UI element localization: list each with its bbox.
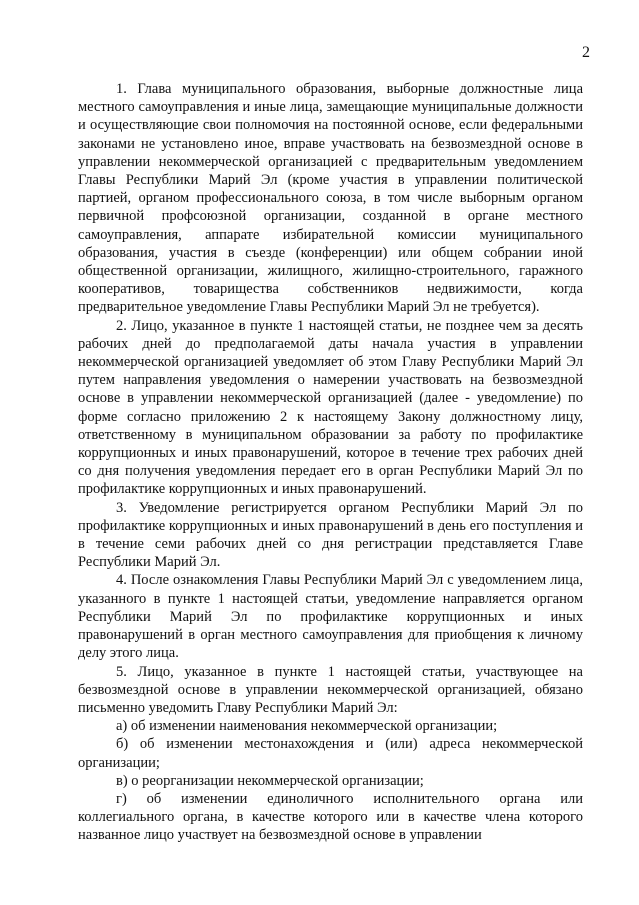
paragraph-1: 1. Глава муниципального образования, выборные должностные лица местного самоуправления и иные лица, замещающие муниципальные должности и осуществляющие свои полномочия на постоянной основе, если федеральными законами не установлено иное, вправе участвовать на безвозмездной основе в управлении некоммерческой организацией с предварительным уведомлением Главы Республики Марий Эл (кроме участия в управлении политической партией, органом профессионального союза, в том числе выборным органом первичной профсоюзной организации, созданной в органе местного самоуправления, аппарате избирательной комиссии муниципального образования, участия в съезде (конференции) или общем собрании иной общественной организации, жилищного, жилищно-строительного, гаражного кооперативов, товарищества собственников недвижимости, когда предварительное уведомление Главы Республики Марий Эл не требуется). xyxy=(78,81,583,316)
list-item-g: г) об изменении единоличного исполнительного органа или коллегиального органа, в качестве которого или в качестве члена которого названное лицо участвует на безвозмездной основе в управлении xyxy=(78,790,583,844)
list-item-a: а) об изменении наименования некоммерческой организации; xyxy=(116,718,498,735)
page-number: 2 xyxy=(582,44,590,61)
paragraph-2: 2. Лицо, указанное в пункте 1 настоящей статьи, не позднее чем за десять рабочих дней до предполагаемой даты начала участия в управлении некоммерческой организацией уведомляет об этом Главу Республики Марий Эл путем направления уведомления о намерении участвовать на безвозмездной основе в управлении некоммерческой организацией (далее - уведомление) по форме согласно приложению 2 к настоящему Закону должностному лицу, ответственному в муниципальном образовании за работу по профилактике коррупционных и иных правонарушений, которое в течение трех рабочих дней со дня получения уведомления передает его в орган Республики Марий Эл по профилактике коррупционных и иных правонарушений. xyxy=(78,317,583,498)
paragraph-5: 5. Лицо, указанное в пункте 1 настоящей статьи, участвующее на безвозмездной основе в управлении некоммерческой организацией, обязано письменно уведомить Главу Республики Марий Эл: xyxy=(78,663,583,716)
document-body xyxy=(78,80,583,845)
list-item-b: б) об изменении местонахождения и (или) адреса некоммерческой организации; xyxy=(78,736,583,771)
list-item-v: в) о реорганизации некоммерческой организации; xyxy=(116,772,424,789)
paragraph-3: 3. Уведомление регистрируется органом Республики Марий Эл по профилактике коррупционных и иных правонарушений в день его поступления и в течение семи рабочих дней со дня регистрации представляется Главе Республики Марий Эл. xyxy=(78,499,583,571)
paragraph-4: 4. После ознакомления Главы Республики Марий Эл с уведомлением лица, указанного в пункте 1 настоящей статьи, уведомление направляется органом Республики Марий Эл по профилактике коррупционных и иных правонарушений в орган местного самоуправления для приобщения к личному делу этого лица. xyxy=(78,572,583,662)
